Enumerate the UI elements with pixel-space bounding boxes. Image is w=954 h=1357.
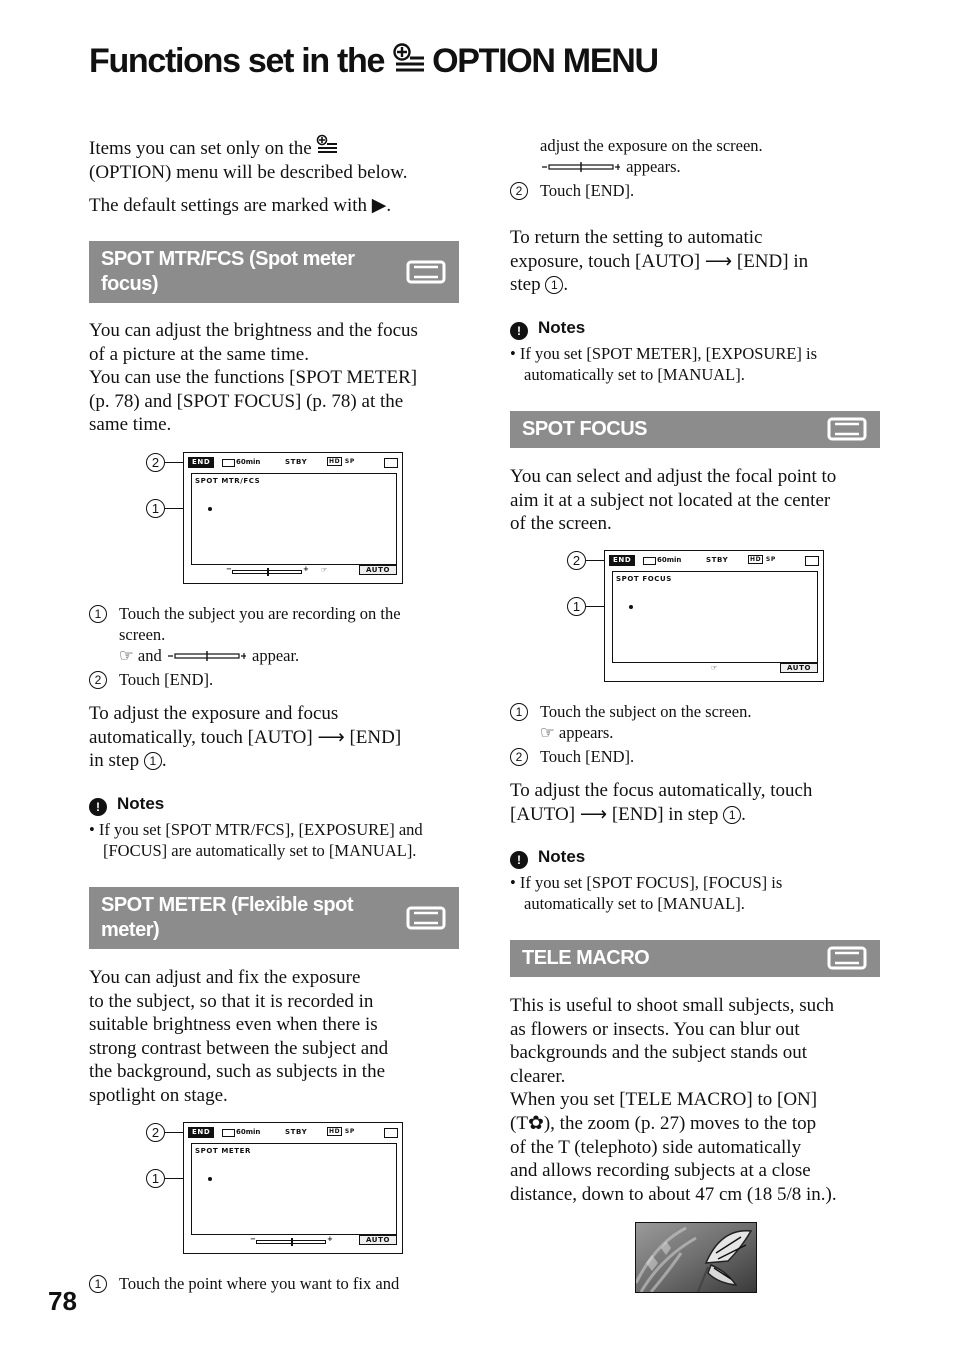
- callout-1: 1: [146, 499, 165, 518]
- touch-area[interactable]: [612, 571, 818, 663]
- auto-button[interactable]: AUTO: [780, 663, 818, 673]
- intro: Items you can set only on the (OPTION) menu will be described below. The default settings are marked with ▶.: [89, 134, 469, 218]
- movie-mode-icon: [405, 904, 447, 939]
- callout-2: 2: [146, 1123, 165, 1142]
- notes-icon: !: [510, 851, 528, 869]
- remaining-time: 60min: [657, 556, 682, 564]
- spot-focus-note: • If you set [SPOT FOCUS], [FOCUS] is automatically set to [MANUAL].: [510, 873, 783, 913]
- callout-1: 1: [567, 597, 586, 616]
- step-number: 1: [510, 703, 528, 721]
- subject-point: [208, 507, 212, 511]
- callout-1: 1: [146, 1169, 165, 1188]
- butterfly-photo: [635, 1222, 757, 1293]
- step-number: 2: [89, 671, 107, 689]
- spot-focus-body: You can select and adjust the focal point to aim it at a subject not located at the center of the screen.: [510, 466, 837, 535]
- spot-focus-auto: To adjust the focus automatically, touch [AUTO] ⟶ [END] in step 1 .: [510, 780, 813, 825]
- movie-mode-icon: [405, 258, 447, 293]
- tulip-icon: ✿: [527, 1112, 544, 1134]
- step-ref: 1: [144, 752, 162, 770]
- step-ref: 1: [545, 276, 563, 294]
- spot-mtr-steps: 1 Touch the subject you are recording on the screen. ☞ and appear. 2 Touch [END].: [89, 603, 469, 690]
- screen-mode-label: SPOT FOCUS: [616, 575, 672, 583]
- battery-icon: [222, 459, 235, 467]
- plus-sign: +: [327, 1235, 334, 1243]
- section-header-spot-mtr-fcs: SPOT MTR/FCS (Spot meter focus): [89, 241, 459, 303]
- step-number: 2: [510, 748, 528, 766]
- callout-2: 2: [146, 453, 165, 472]
- spot-meter-body: You can adjust and fix the exposure to the subject, so that it is recorded in suitable brightness even when there is strong contrast between the subject and the background, such as subjects in the spotlight on stage.: [89, 967, 389, 1106]
- battery-icon: [222, 1129, 235, 1137]
- movie-mode-icon: [826, 944, 868, 979]
- focus-hand-icon: ☞: [711, 664, 718, 672]
- subject-point: [629, 605, 633, 609]
- spot-meter-auto: To return the setting to automatic exposure, touch [AUTO] ⟶ [END] in step 1 .: [510, 227, 809, 296]
- screen-mode-label: SPOT METER: [195, 1147, 252, 1155]
- option-menu-icon: [392, 42, 426, 88]
- section-header-spot-focus: SPOT FOCUS: [510, 411, 880, 448]
- spot-focus-steps: 1 Touch the subject on the screen. ☞ appears. 2 Touch [END].: [510, 701, 890, 767]
- focus-hand-icon: ☞: [119, 646, 134, 665]
- touch-area[interactable]: [191, 473, 397, 565]
- step-number: 1: [89, 1275, 107, 1293]
- battery-icon: [643, 557, 656, 565]
- section-header-spot-meter: SPOT METER (Flexible spot meter): [89, 887, 459, 949]
- media-icon: [384, 458, 398, 468]
- screen-mode-label: SPOT MTR/FCS: [195, 477, 261, 485]
- remaining-time: 60min: [236, 458, 261, 466]
- slider-icon: [540, 157, 622, 176]
- page-number: 78: [48, 1286, 77, 1316]
- step-ref: 1: [723, 806, 741, 824]
- quality-indicator: HD SP: [750, 556, 776, 563]
- media-icon: [384, 1128, 398, 1138]
- auto-button[interactable]: AUTO: [359, 1235, 397, 1245]
- subject-point: [208, 1177, 212, 1181]
- focus-hand-icon: ☞: [321, 566, 328, 574]
- tele-macro-body: This is useful to shoot small subjects, such as flowers or insects. You can blur out backgrounds and the subject stands out clearer. When you set [TELE MACRO] to [ON] (T✿), the zoom (p. 27) moves to the top of the T (telephoto) side automatically and allows recording subjects at a close distance, down to about 47 cm (18 5/8 in.).: [510, 995, 837, 1205]
- spot-mtr-body: You can adjust the brightness and the focus of a picture at the same time. You can use the functions [SPOT METER] (p. 78) and [SPOT FOCUS] (p. 78) at the same time.: [89, 320, 418, 436]
- option-menu-icon: [316, 138, 338, 159]
- camera-screen-spot-mtr: [183, 452, 403, 584]
- spot-mtr-note: • If you set [SPOT MTR/FCS], [EXPOSURE] and [FOCUS] are automatically set to [MANUAL].: [89, 820, 423, 860]
- standby-status: STBY: [706, 556, 729, 564]
- quality-indicator: HD SP: [329, 458, 355, 465]
- remaining-time: 60min: [236, 1128, 261, 1136]
- page-title: Functions set in the OPTION MENU: [89, 38, 658, 88]
- notes-heading: ! Notes: [510, 846, 585, 869]
- step-number: 1: [89, 605, 107, 623]
- callout-2: 2: [567, 551, 586, 570]
- slider-icon: [166, 646, 248, 665]
- exposure-slider[interactable]: [232, 570, 302, 574]
- step-number: 2: [510, 182, 528, 200]
- notes-heading: ! Notes: [89, 793, 164, 816]
- auto-button[interactable]: AUTO: [359, 565, 397, 575]
- end-button[interactable]: END: [609, 555, 635, 566]
- notes-icon: !: [89, 798, 107, 816]
- section-header-tele-macro: TELE MACRO: [510, 940, 880, 977]
- plus-sign: +: [303, 565, 310, 573]
- standby-status: STBY: [285, 458, 308, 466]
- spot-meter-steps-cont: adjust the exposure on the screen. appears. 2 Touch [END].: [510, 135, 890, 201]
- standby-status: STBY: [285, 1128, 308, 1136]
- spot-meter-step1: 1 Touch the point where you want to fix and: [89, 1273, 469, 1294]
- notes-icon: !: [510, 322, 528, 340]
- touch-area[interactable]: [191, 1143, 397, 1235]
- end-button[interactable]: END: [188, 1127, 214, 1138]
- focus-hand-icon: ☞: [540, 723, 555, 742]
- notes-heading: ! Notes: [510, 317, 585, 340]
- minus-sign: −: [250, 1235, 257, 1243]
- end-button[interactable]: END: [188, 457, 214, 468]
- exposure-slider[interactable]: [256, 1240, 326, 1244]
- media-icon: [805, 556, 819, 566]
- spot-mtr-auto: To adjust the exposure and focus automatically, touch [AUTO] ⟶ [END] in step 1 .: [89, 703, 402, 772]
- camera-screen-spot-meter: [183, 1122, 403, 1254]
- camera-screen-spot-focus: [604, 550, 824, 682]
- movie-mode-icon: [826, 415, 868, 450]
- quality-indicator: HD SP: [329, 1128, 355, 1135]
- spot-meter-note: • If you set [SPOT METER], [EXPOSURE] is automatically set to [MANUAL].: [510, 344, 818, 384]
- minus-sign: −: [226, 565, 233, 573]
